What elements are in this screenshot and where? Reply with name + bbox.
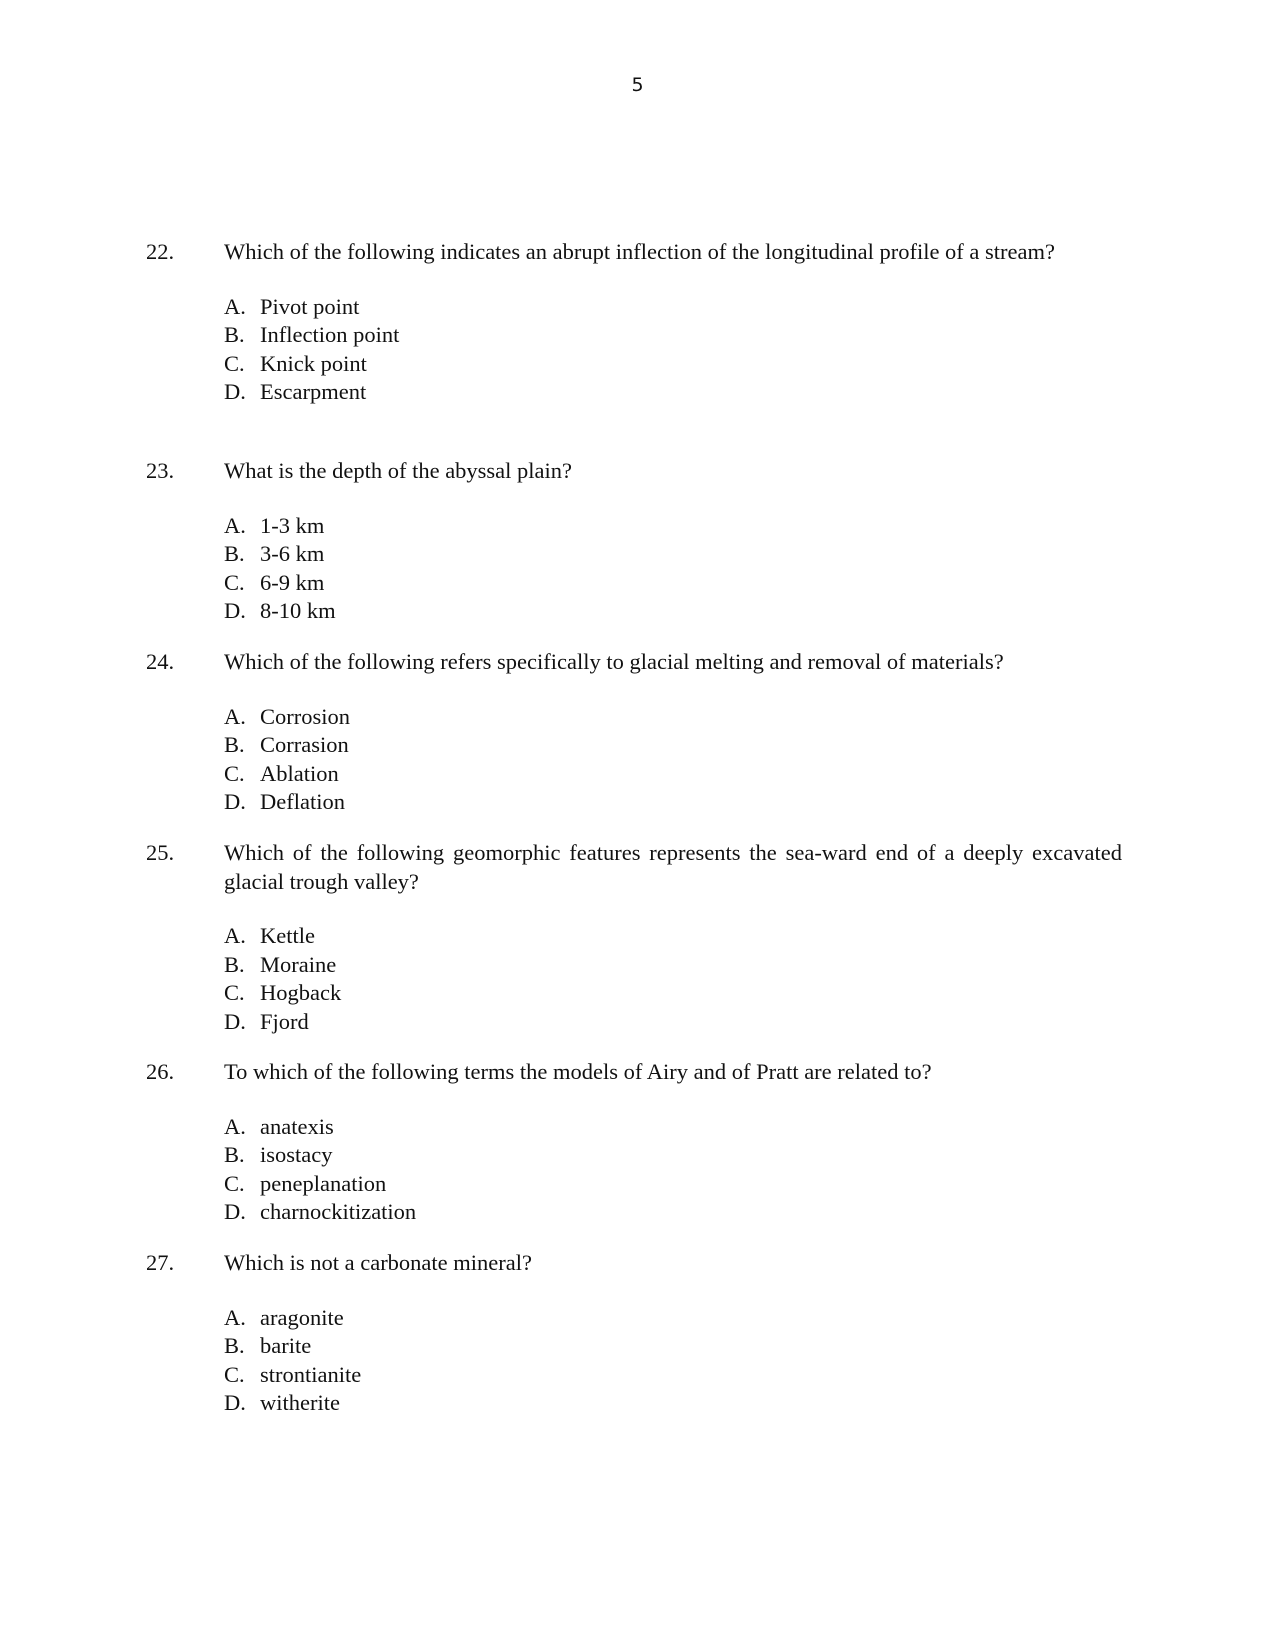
option-text: witherite [260, 1390, 340, 1415]
question-number: 23. [146, 458, 175, 483]
option-a [224, 922, 1122, 951]
option-letter: D. [224, 789, 246, 814]
option-text: Fjord [260, 1008, 309, 1034]
answer-options [224, 1113, 1122, 1227]
option-b [224, 951, 1122, 980]
option-text: isostacy [260, 1142, 333, 1167]
option-text: peneplanation [260, 1170, 387, 1196]
option-letter: D. [224, 1390, 246, 1415]
question-text: Which is not a carbonate mineral? [224, 1250, 532, 1275]
option-text: 1-3 km [260, 512, 325, 538]
option-text: anatexis [260, 1113, 334, 1139]
question-23 [146, 457, 1122, 626]
option-letter: B. [224, 541, 245, 566]
option-text: Moraine [260, 951, 337, 977]
option-d [224, 788, 1122, 817]
option-text: charnockitization [260, 1199, 417, 1224]
option-letter: D. [224, 379, 246, 404]
option-letter: C. [224, 1170, 245, 1196]
option-c [224, 1170, 1122, 1199]
option-text: Kettle [260, 923, 315, 948]
option-text: 8-10 km [260, 598, 336, 623]
option-text: Deflation [260, 789, 345, 814]
option-text: 3-6 km [260, 541, 325, 566]
option-text: Escarpment [260, 379, 367, 404]
option-text: aragonite [260, 1304, 344, 1330]
question-text: To which of the following terms the models of Airy and of Pratt are related to? [224, 1059, 932, 1084]
option-c [224, 1361, 1122, 1390]
option-b [224, 321, 1122, 350]
answer-options [224, 1304, 1122, 1418]
option-letter: D. [224, 1008, 246, 1034]
option-letter: B. [224, 951, 245, 977]
option-letter: B. [224, 732, 245, 757]
option-a [224, 1113, 1122, 1142]
option-b [224, 1141, 1122, 1170]
question-number: 24. [146, 649, 175, 674]
question-number: 25. [146, 840, 175, 865]
option-b [224, 731, 1122, 760]
option-letter: B. [224, 1142, 245, 1167]
option-letter: D. [224, 1199, 246, 1224]
option-text: 6-9 km [260, 569, 325, 595]
option-letter: A. [224, 923, 246, 948]
option-d [224, 1008, 1122, 1037]
option-c [224, 760, 1122, 789]
option-a [224, 703, 1122, 732]
answer-options [224, 703, 1122, 817]
question-24 [146, 648, 1122, 817]
answer-options [224, 512, 1122, 626]
question-text: Which of the following refers specifically to glacial melting and removal of materials? [224, 649, 1004, 674]
page-number: 5 [631, 74, 644, 96]
option-b [224, 540, 1122, 569]
answer-options [224, 922, 1122, 1036]
option-letter: A. [224, 1113, 246, 1139]
question-number: 22. [146, 239, 175, 264]
option-letter: C. [224, 569, 245, 595]
question-text: Which of the following geomorphic features represents the sea-ward end of a deeply excavated glacial trough valley? [224, 840, 1122, 894]
option-letter: D. [224, 598, 246, 623]
question-26 [146, 1058, 1122, 1227]
option-letter: A. [224, 1304, 246, 1330]
option-b [224, 1332, 1122, 1361]
question-22 [146, 238, 1122, 407]
option-c [224, 979, 1122, 1008]
question-number: 26. [146, 1059, 175, 1084]
question-number: 27. [146, 1250, 175, 1275]
option-text: Pivot point [260, 293, 360, 319]
option-text: Hogback [260, 980, 342, 1005]
option-letter: C. [224, 980, 245, 1005]
option-text: barite [260, 1333, 312, 1358]
option-a [224, 293, 1122, 322]
option-text: Knick point [260, 350, 367, 376]
option-letter: C. [224, 350, 245, 376]
option-d [224, 1389, 1122, 1418]
option-letter: C. [224, 1361, 245, 1387]
option-c [224, 569, 1122, 598]
option-letter: B. [224, 1333, 245, 1358]
option-letter: A. [224, 293, 246, 319]
option-letter: C. [224, 760, 245, 786]
question-text: Which of the following indicates an abrupt inflection of the longitudinal profile of a stream? [224, 239, 1055, 264]
question-text: What is the depth of the abyssal plain? [224, 458, 573, 483]
question-27 [146, 1249, 1122, 1418]
option-text: Corrosion [260, 703, 350, 729]
option-letter: A. [224, 512, 246, 538]
option-a [224, 512, 1122, 541]
option-a [224, 1304, 1122, 1333]
option-letter: B. [224, 322, 245, 347]
option-d [224, 378, 1122, 407]
option-text: strontianite [260, 1361, 362, 1387]
option-letter: A. [224, 703, 246, 729]
option-text: Corrasion [260, 732, 349, 757]
option-d [224, 1198, 1122, 1227]
option-text: Inflection point [260, 322, 400, 347]
option-text: Ablation [260, 760, 339, 786]
question-25 [146, 839, 1122, 1036]
option-d [224, 597, 1122, 626]
option-c [224, 350, 1122, 379]
answer-options [224, 293, 1122, 407]
